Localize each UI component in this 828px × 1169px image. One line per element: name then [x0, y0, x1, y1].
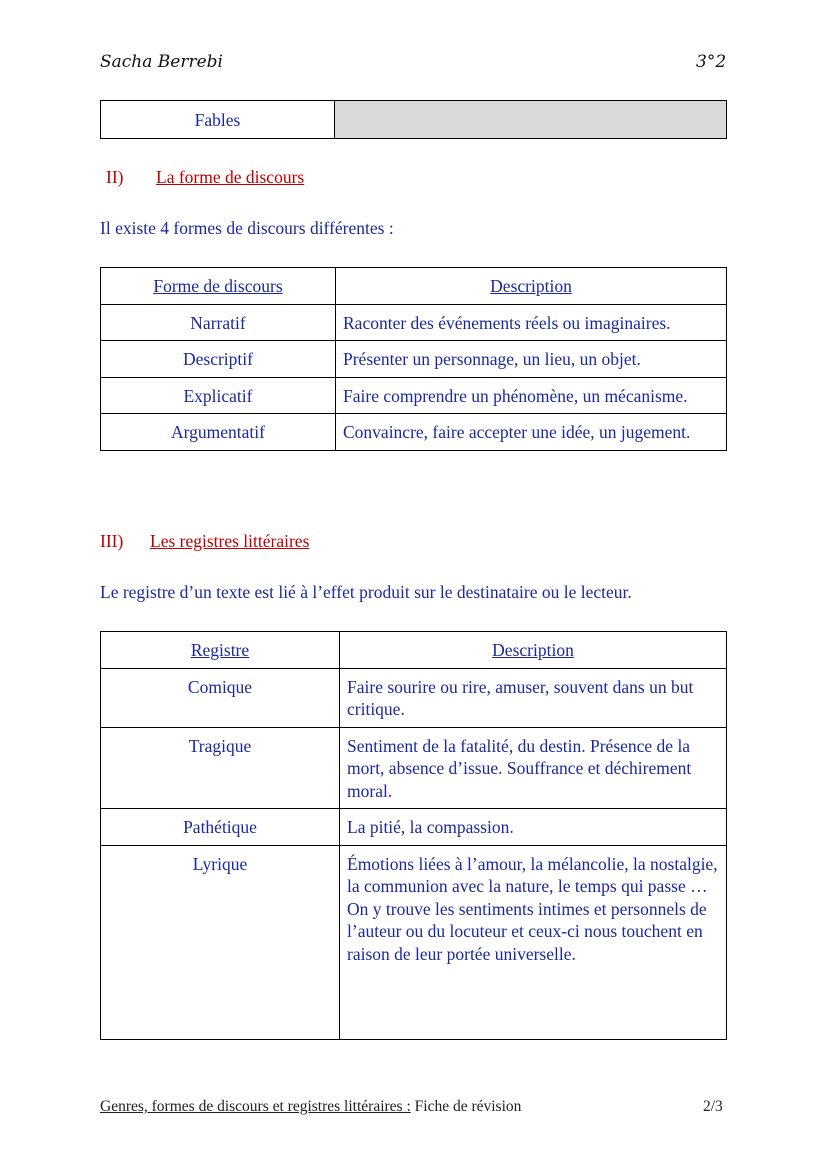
section-title: Les registres littéraires	[150, 531, 310, 551]
column-header: Forme de discours	[101, 268, 336, 305]
genre-description-cell	[335, 101, 727, 139]
registre-description: Sentiment de la fatalité, du destin. Présence de la mort, absence d’issue. Souffrance et déchirement moral.	[340, 727, 727, 809]
table-row	[101, 809, 727, 846]
column-header: Description	[336, 268, 727, 305]
table-row	[101, 727, 727, 809]
table-header-row	[101, 632, 727, 669]
section-intro: Le registre d’un texte est lié à l’effet produit sur le destinataire ou le lecteur.	[100, 582, 632, 602]
registre-name: Comique	[101, 668, 340, 727]
footer-rest: Fiche de révision	[410, 1098, 522, 1115]
table-row	[101, 668, 727, 727]
table-row	[101, 377, 727, 414]
discours-description: Raconter des événements réels ou imaginaires.	[336, 304, 727, 341]
table-row	[101, 304, 727, 341]
registre-name: Pathétique	[101, 809, 340, 846]
table-row	[101, 845, 727, 1039]
registre-name: Tragique	[101, 727, 340, 809]
registre-description: La pitié, la compassion.	[340, 809, 727, 846]
registres-table	[100, 631, 727, 1040]
discours-table	[100, 267, 727, 451]
footer-underlined: Genres, formes de discours et registres littéraires :	[100, 1098, 411, 1115]
table-row	[101, 414, 727, 451]
genre-cell: Fables	[101, 101, 335, 139]
column-header: Registre	[101, 632, 340, 669]
genres-table-tail	[100, 100, 727, 139]
discours-name: Descriptif	[101, 341, 336, 378]
discours-description: Faire comprendre un phénomène, un mécanisme.	[336, 377, 727, 414]
registre-name: Lyrique	[101, 845, 340, 1039]
table-row	[101, 101, 727, 139]
discours-name: Narratif	[101, 304, 336, 341]
column-header: Description	[340, 632, 727, 669]
section-intro: Il existe 4 formes de discours différentes :	[100, 218, 394, 238]
footer-title	[100, 1098, 521, 1116]
page-number: 2/3	[703, 1098, 723, 1115]
registre-description: Émotions liées à l’amour, la mélancolie, la nostalgie, la communion avec la nature, le temps qui passe … On y trouve les sentiments intimes et personnels de l’auteur ou du locuteur et ceux-ci nous touchent en raison de leur portée universelle.	[340, 845, 727, 1039]
class-label: 3°2	[696, 52, 727, 72]
discours-name: Argumentatif	[101, 414, 336, 451]
author-name: Sacha Berrebi	[100, 52, 223, 72]
table-header-row	[101, 268, 727, 305]
section-number: III)	[100, 531, 124, 551]
registre-description: Faire sourire ou rire, amuser, souvent dans un but critique.	[340, 668, 727, 727]
discours-description: Convaincre, faire accepter une idée, un jugement.	[336, 414, 727, 451]
table-row	[101, 341, 727, 378]
discours-name: Explicatif	[101, 377, 336, 414]
section-number: II)	[106, 167, 124, 187]
discours-description: Présenter un personnage, un lieu, un objet.	[336, 341, 727, 378]
section-title: La forme de discours	[156, 167, 305, 187]
